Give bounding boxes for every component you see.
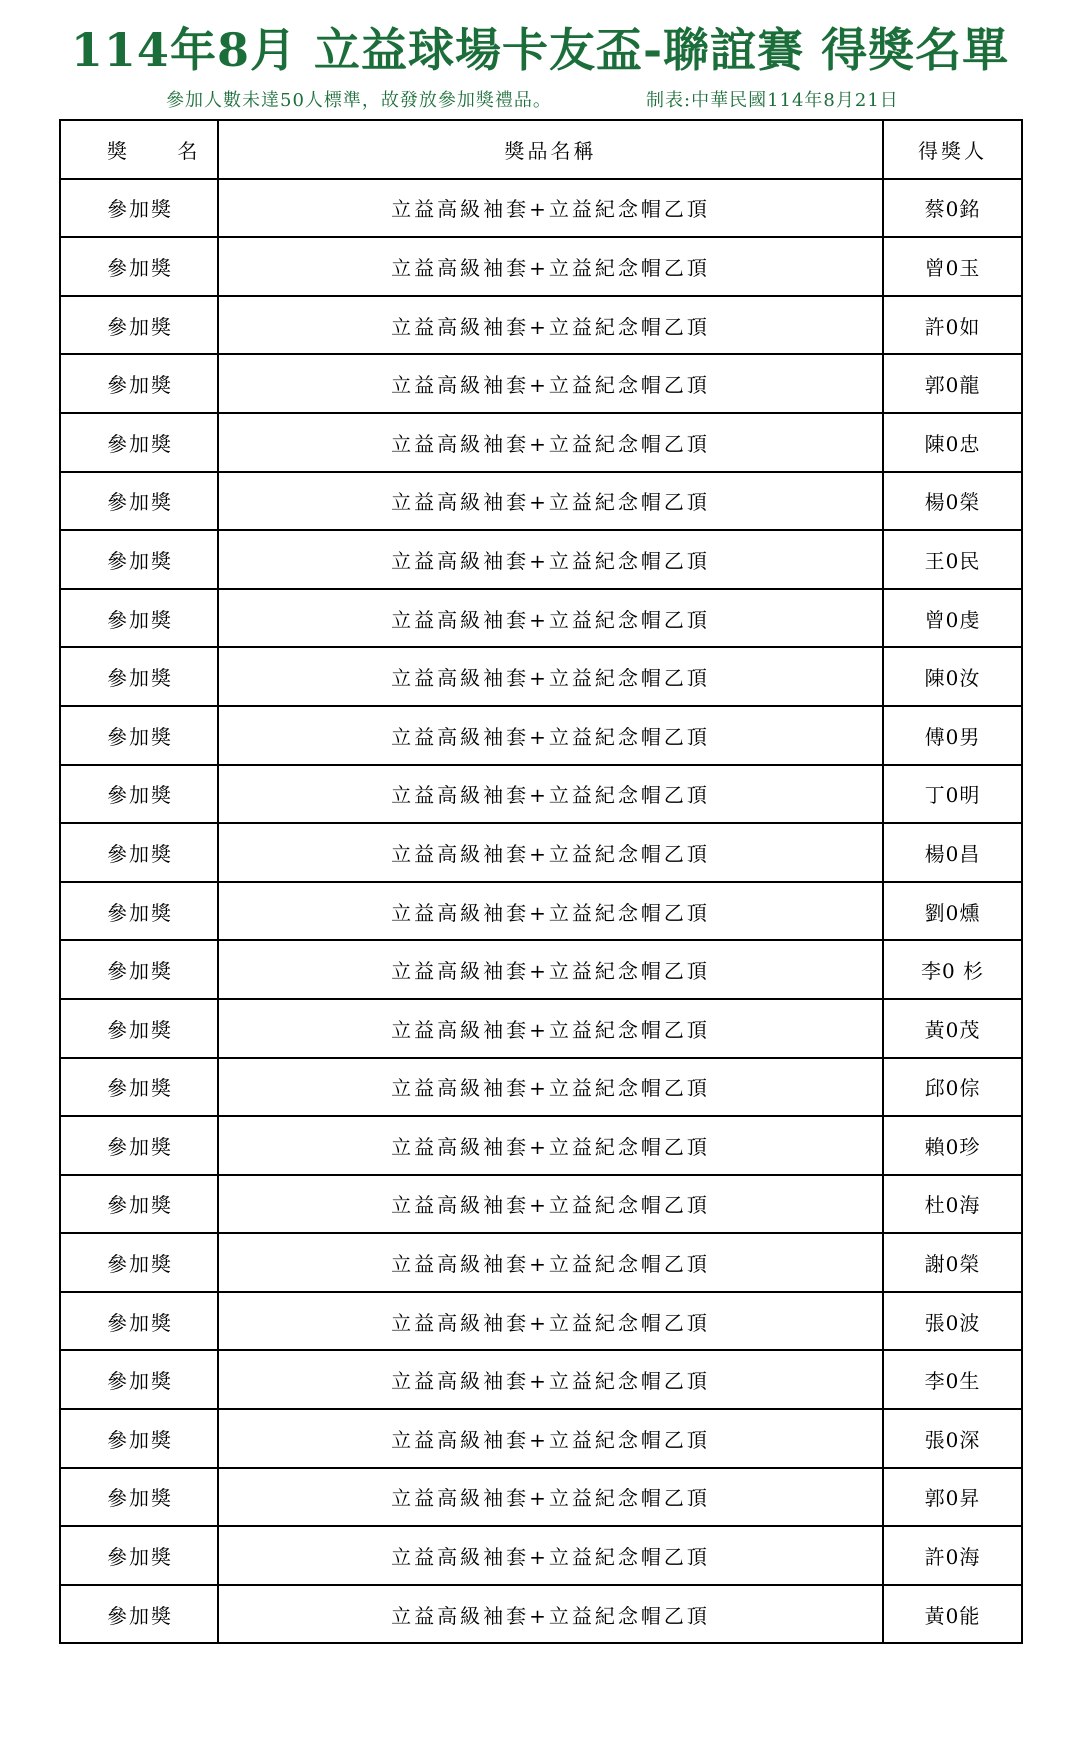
winner-cell: 楊0榮 <box>883 472 1022 531</box>
award-cell: 參加獎 <box>60 1292 218 1351</box>
award-cell: 參加獎 <box>60 882 218 941</box>
award-cell: 參加獎 <box>60 589 218 648</box>
prize-cell: 立益高級袖套+立益紀念帽乙頂 <box>218 647 883 706</box>
winner-cell: 王0民 <box>883 530 1022 589</box>
award-cell: 參加獎 <box>60 530 218 589</box>
award-cell: 參加獎 <box>60 296 218 355</box>
table-row <box>60 882 1022 941</box>
table-row <box>60 765 1022 824</box>
prize-cell: 立益高級袖套+立益紀念帽乙頂 <box>218 1058 883 1117</box>
table-row <box>60 179 1022 238</box>
award-cell: 參加獎 <box>60 706 218 765</box>
award-cell: 參加獎 <box>60 413 218 472</box>
award-cell: 參加獎 <box>60 179 218 238</box>
award-cell: 參加獎 <box>60 1526 218 1585</box>
winner-cell: 張0深 <box>883 1409 1022 1468</box>
participation-note: 參加人數未達50人標準，故發放參加獎禮品。 <box>166 90 552 111</box>
prize-cell: 立益高級袖套+立益紀念帽乙頂 <box>218 296 883 355</box>
subtitle-line <box>0 86 1080 110</box>
award-cell: 參加獎 <box>60 1058 218 1117</box>
winner-cell: 李0生 <box>883 1350 1022 1409</box>
winner-cell: 郭0昇 <box>883 1468 1022 1527</box>
table-row <box>60 1233 1022 1292</box>
table-row <box>60 940 1022 999</box>
table-row <box>60 1468 1022 1527</box>
award-cell: 參加獎 <box>60 765 218 824</box>
winner-cell: 張0波 <box>883 1292 1022 1351</box>
table-header-row <box>60 120 1022 179</box>
table-row <box>60 1058 1022 1117</box>
table-row <box>60 472 1022 531</box>
winner-cell: 曾0玉 <box>883 237 1022 296</box>
winner-cell: 許0如 <box>883 296 1022 355</box>
prize-cell: 立益高級袖套+立益紀念帽乙頂 <box>218 1116 883 1175</box>
award-cell: 參加獎 <box>60 940 218 999</box>
winner-cell: 蔡0銘 <box>883 179 1022 238</box>
award-cell: 參加獎 <box>60 1350 218 1409</box>
table-row <box>60 296 1022 355</box>
winner-cell: 黃0茂 <box>883 999 1022 1058</box>
prize-cell: 立益高級袖套+立益紀念帽乙頂 <box>218 1175 883 1234</box>
award-cell: 參加獎 <box>60 647 218 706</box>
table-row <box>60 354 1022 413</box>
prize-cell: 立益高級袖套+立益紀念帽乙頂 <box>218 413 883 472</box>
header-prize-name: 獎品名稱 <box>218 120 883 179</box>
prize-cell: 立益高級袖套+立益紀念帽乙頂 <box>218 1409 883 1468</box>
table-row <box>60 1292 1022 1351</box>
winner-cell: 郭0龍 <box>883 354 1022 413</box>
winner-cell: 陳0汝 <box>883 647 1022 706</box>
table-row <box>60 1116 1022 1175</box>
table-row <box>60 1409 1022 1468</box>
table-body <box>60 179 1022 1644</box>
winner-cell: 曾0虔 <box>883 589 1022 648</box>
table-row <box>60 647 1022 706</box>
prepared-date: 制表:中華民國114年8月21日 <box>646 90 899 111</box>
table-row <box>60 413 1022 472</box>
prize-cell: 立益高級袖套+立益紀念帽乙頂 <box>218 823 883 882</box>
award-cell: 參加獎 <box>60 1233 218 1292</box>
winner-cell: 邱0倧 <box>883 1058 1022 1117</box>
award-cell: 參加獎 <box>60 1116 218 1175</box>
table-row <box>60 999 1022 1058</box>
award-cell: 參加獎 <box>60 823 218 882</box>
table-row <box>60 1526 1022 1585</box>
table-row <box>60 706 1022 765</box>
prize-cell: 立益高級袖套+立益紀念帽乙頂 <box>218 472 883 531</box>
prize-cell: 立益高級袖套+立益紀念帽乙頂 <box>218 1526 883 1585</box>
prize-cell: 立益高級袖套+立益紀念帽乙頂 <box>218 1350 883 1409</box>
prize-cell: 立益高級袖套+立益紀念帽乙頂 <box>218 882 883 941</box>
winner-cell: 賴0珍 <box>883 1116 1022 1175</box>
award-table <box>59 119 1023 1644</box>
winner-cell: 黃0能 <box>883 1585 1022 1644</box>
header-award-name: 獎 名 <box>60 120 218 179</box>
award-cell: 參加獎 <box>60 1175 218 1234</box>
prize-cell: 立益高級袖套+立益紀念帽乙頂 <box>218 179 883 238</box>
award-cell: 參加獎 <box>60 354 218 413</box>
award-cell: 參加獎 <box>60 1585 218 1644</box>
table-row <box>60 1175 1022 1234</box>
prize-cell: 立益高級袖套+立益紀念帽乙頂 <box>218 765 883 824</box>
table-row <box>60 589 1022 648</box>
prize-cell: 立益高級袖套+立益紀念帽乙頂 <box>218 1292 883 1351</box>
prize-cell: 立益高級袖套+立益紀念帽乙頂 <box>218 354 883 413</box>
winner-cell: 劉0燻 <box>883 882 1022 941</box>
prize-cell: 立益高級袖套+立益紀念帽乙頂 <box>218 589 883 648</box>
table-row <box>60 823 1022 882</box>
prize-cell: 立益高級袖套+立益紀念帽乙頂 <box>218 1233 883 1292</box>
prize-cell: 立益高級袖套+立益紀念帽乙頂 <box>218 530 883 589</box>
header-winner: 得獎人 <box>883 120 1022 179</box>
winner-cell: 陳0忠 <box>883 413 1022 472</box>
table-row <box>60 1585 1022 1644</box>
page-title: 114年8月 立益球場卡友盃-聯誼賽 得獎名單 <box>70 23 1010 77</box>
winner-cell: 許0海 <box>883 1526 1022 1585</box>
prize-cell: 立益高級袖套+立益紀念帽乙頂 <box>218 237 883 296</box>
award-cell: 參加獎 <box>60 1409 218 1468</box>
prize-cell: 立益高級袖套+立益紀念帽乙頂 <box>218 1585 883 1644</box>
winner-cell: 杜0海 <box>883 1175 1022 1234</box>
prize-cell: 立益高級袖套+立益紀念帽乙頂 <box>218 706 883 765</box>
winner-cell: 丁0明 <box>883 765 1022 824</box>
award-cell: 參加獎 <box>60 1468 218 1527</box>
award-cell: 參加獎 <box>60 237 218 296</box>
table-row <box>60 1350 1022 1409</box>
award-cell: 參加獎 <box>60 999 218 1058</box>
prize-cell: 立益高級袖套+立益紀念帽乙頂 <box>218 1468 883 1527</box>
prize-cell: 立益高級袖套+立益紀念帽乙頂 <box>218 940 883 999</box>
winner-cell: 李0 杉 <box>883 940 1022 999</box>
winner-cell: 楊0昌 <box>883 823 1022 882</box>
award-cell: 參加獎 <box>60 472 218 531</box>
winner-cell: 傅0男 <box>883 706 1022 765</box>
prize-cell: 立益高級袖套+立益紀念帽乙頂 <box>218 999 883 1058</box>
winner-cell: 謝0榮 <box>883 1233 1022 1292</box>
table-row <box>60 530 1022 589</box>
table-row <box>60 237 1022 296</box>
